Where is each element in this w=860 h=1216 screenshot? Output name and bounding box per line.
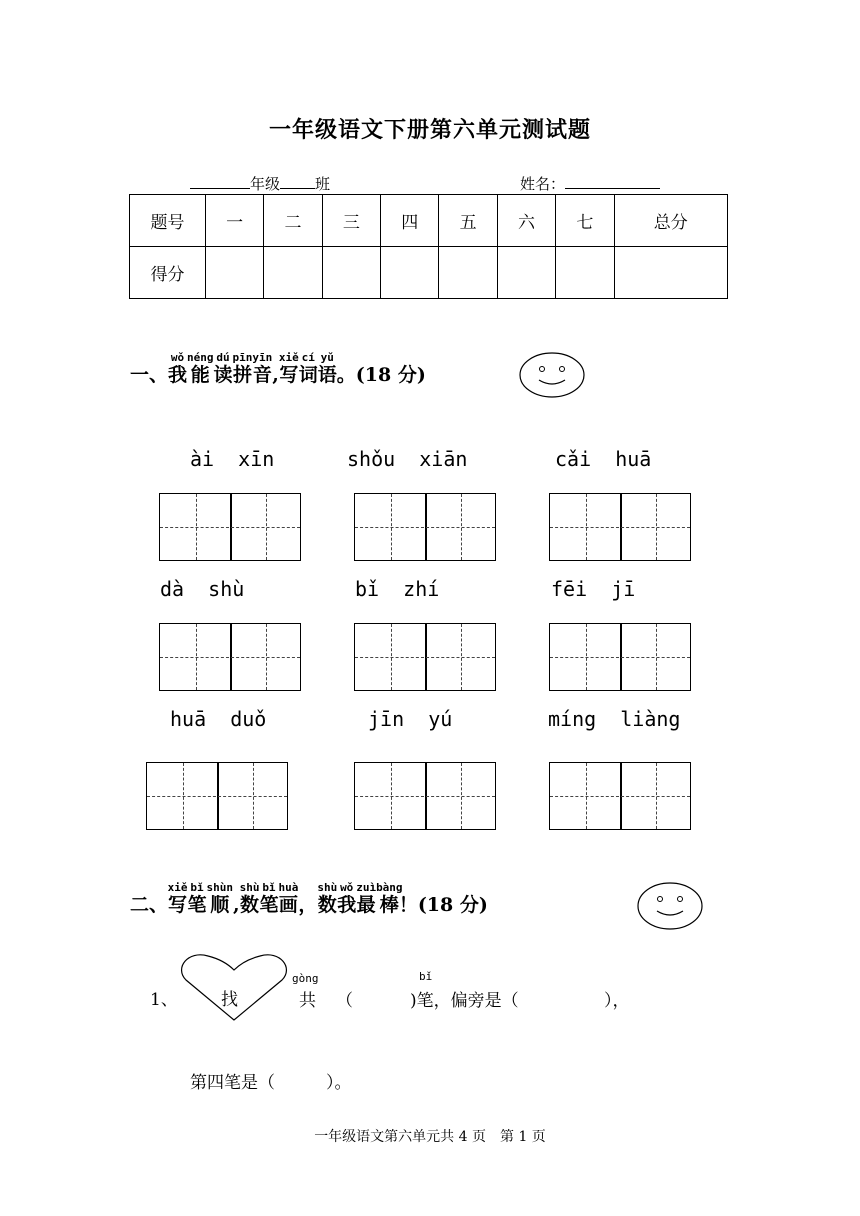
section2-ruby-char: , bbox=[232, 894, 240, 916]
page-title: 一年级语文下册第六单元测试题 bbox=[268, 117, 591, 143]
section1-ruby-pinyin: dú bbox=[213, 351, 233, 364]
section2-ruby-pinyin: shùn bbox=[206, 881, 233, 894]
section2-ruby-text bbox=[167, 881, 403, 916]
pinyin-item: jīn yú bbox=[368, 707, 453, 731]
section1-ruby-char: 写xiě bbox=[278, 351, 299, 386]
section2-ruby-char: 数shù bbox=[317, 881, 338, 916]
writing-grid[interactable] bbox=[354, 623, 496, 691]
section2-ruby-char: 顺shùn bbox=[206, 881, 233, 916]
section2-ruby-pinyin: shù bbox=[239, 881, 260, 894]
section2-ruby-pinyin: bàng bbox=[376, 881, 403, 894]
pinyin-item: shǒu xiān bbox=[347, 447, 468, 471]
close-paren: ）， bbox=[604, 991, 630, 1011]
table-header-cell: 五 bbox=[439, 195, 497, 247]
section1-ruby-char: 能néng bbox=[187, 351, 214, 386]
pinyin-item: huā duǒ bbox=[170, 707, 267, 731]
section2-ruby-char: 写xiě bbox=[167, 881, 188, 916]
heart-character: 找 bbox=[221, 990, 238, 1010]
table-header-cell: 四 bbox=[381, 195, 439, 247]
section1-ruby-char: 语yǔ bbox=[317, 351, 337, 386]
class-blank[interactable] bbox=[280, 174, 315, 189]
section1-ruby-char: 拼音pīnyīn bbox=[232, 351, 273, 386]
section2-ruby-pinyin: huà bbox=[278, 881, 299, 894]
name-label: 姓名： bbox=[520, 175, 566, 193]
section1-heading bbox=[130, 352, 426, 387]
table-header-cell: 二 bbox=[264, 195, 322, 247]
section2-ruby-pinyin: bǐ bbox=[259, 881, 279, 894]
question1-text: )笔，偏旁是（ bbox=[410, 991, 519, 1011]
page-footer: 一年级语文第六单元共 4 页 第 1 页 bbox=[314, 1129, 546, 1145]
table-header-cell: 七 bbox=[556, 195, 614, 247]
section1-ruby-text bbox=[168, 351, 337, 386]
grade-blank[interactable] bbox=[190, 174, 250, 189]
writing-grid[interactable] bbox=[549, 623, 691, 691]
score-cell[interactable] bbox=[497, 247, 555, 299]
score-cell[interactable] bbox=[556, 247, 614, 299]
score-cell[interactable] bbox=[264, 247, 322, 299]
pinyin-item: bǐ zhí bbox=[355, 577, 440, 601]
table-header-cell: 六 bbox=[497, 195, 555, 247]
score-cell[interactable] bbox=[206, 247, 264, 299]
table-header-cell: 三 bbox=[322, 195, 380, 247]
class-label: 班 bbox=[315, 175, 331, 193]
score-cell[interactable] bbox=[322, 247, 380, 299]
pinyin-item: ài xīn bbox=[190, 447, 275, 471]
section1-suffix: 。(18 分) bbox=[336, 364, 426, 386]
section1-ruby-pinyin: pīnyīn bbox=[232, 351, 273, 364]
writing-grid[interactable] bbox=[549, 762, 691, 830]
section2-ruby-char: 棒bàng bbox=[376, 881, 403, 916]
question1-line2: 第四笔是（ ）。 bbox=[190, 1073, 352, 1093]
section2-ruby-pinyin: wǒ bbox=[337, 881, 357, 894]
section2-ruby-char: 数shù bbox=[239, 881, 260, 916]
section2-ruby-char: 最zuì bbox=[356, 881, 377, 916]
score-table bbox=[129, 194, 728, 299]
score-row bbox=[130, 247, 728, 299]
bi-pinyin: bǐ bbox=[419, 970, 433, 983]
score-header-row bbox=[130, 195, 728, 247]
writing-grid[interactable] bbox=[146, 762, 288, 830]
name-info bbox=[520, 173, 660, 194]
section2-ruby-char: 画huà bbox=[278, 881, 299, 916]
section2-ruby-pinyin: zuì bbox=[356, 881, 377, 894]
score-cell[interactable] bbox=[439, 247, 497, 299]
section2-ruby-char: 我wǒ bbox=[337, 881, 357, 916]
section1-ruby-pinyin: wǒ bbox=[168, 351, 188, 364]
section2-ruby-pinyin: bǐ bbox=[187, 881, 207, 894]
pinyin-item: cǎi huā bbox=[555, 447, 652, 471]
section2-ruby-char: ， bbox=[298, 894, 318, 916]
pinyin-item: fēi jī bbox=[551, 577, 636, 601]
writing-grid[interactable] bbox=[159, 623, 301, 691]
table-header-cell: 一 bbox=[206, 195, 264, 247]
pinyin-item: míng liàng bbox=[548, 707, 681, 731]
section2-ruby-pinyin: xiě bbox=[167, 881, 188, 894]
writing-grid[interactable] bbox=[549, 493, 691, 561]
smiley-face-icon bbox=[635, 880, 705, 932]
score-row-label: 得分 bbox=[130, 247, 206, 299]
open-paren: （ bbox=[336, 991, 353, 1011]
section2-prefix: 二、 bbox=[130, 894, 169, 916]
section2-suffix: ！(18 分) bbox=[398, 894, 488, 916]
section1-ruby-char: 词cí bbox=[298, 351, 318, 386]
gong-character: 共 bbox=[299, 991, 316, 1011]
grade-label: 年级 bbox=[250, 175, 281, 193]
section2-ruby-pinyin: shù bbox=[317, 881, 338, 894]
section1-ruby-pinyin: yǔ bbox=[317, 351, 337, 364]
score-cell[interactable] bbox=[614, 247, 727, 299]
pinyin-item: dà shù bbox=[160, 577, 245, 601]
writing-grid[interactable] bbox=[354, 762, 496, 830]
section1-ruby-pinyin: xiě bbox=[278, 351, 299, 364]
section2-ruby-char: 笔bǐ bbox=[259, 881, 279, 916]
name-blank[interactable] bbox=[565, 174, 660, 189]
section1-prefix: 一、 bbox=[130, 364, 169, 386]
smiley-face-icon bbox=[517, 350, 587, 400]
writing-grid[interactable] bbox=[354, 493, 496, 561]
table-header-cell: 题号 bbox=[130, 195, 206, 247]
score-cell[interactable] bbox=[381, 247, 439, 299]
class-info bbox=[190, 173, 330, 194]
writing-grid[interactable] bbox=[159, 493, 301, 561]
gong-pinyin: gòng bbox=[292, 972, 319, 985]
question-number: 1、 bbox=[150, 990, 178, 1010]
section1-ruby-char: , bbox=[272, 364, 279, 386]
section1-ruby-char: 我wǒ bbox=[168, 351, 188, 386]
section1-ruby-pinyin: cí bbox=[298, 351, 318, 364]
section2-ruby-char: 笔bǐ bbox=[187, 881, 207, 916]
section1-ruby-pinyin: néng bbox=[187, 351, 214, 364]
table-header-cell: 总分 bbox=[614, 195, 727, 247]
section1-ruby-char: 读dú bbox=[213, 351, 233, 386]
section2-heading bbox=[130, 882, 488, 917]
